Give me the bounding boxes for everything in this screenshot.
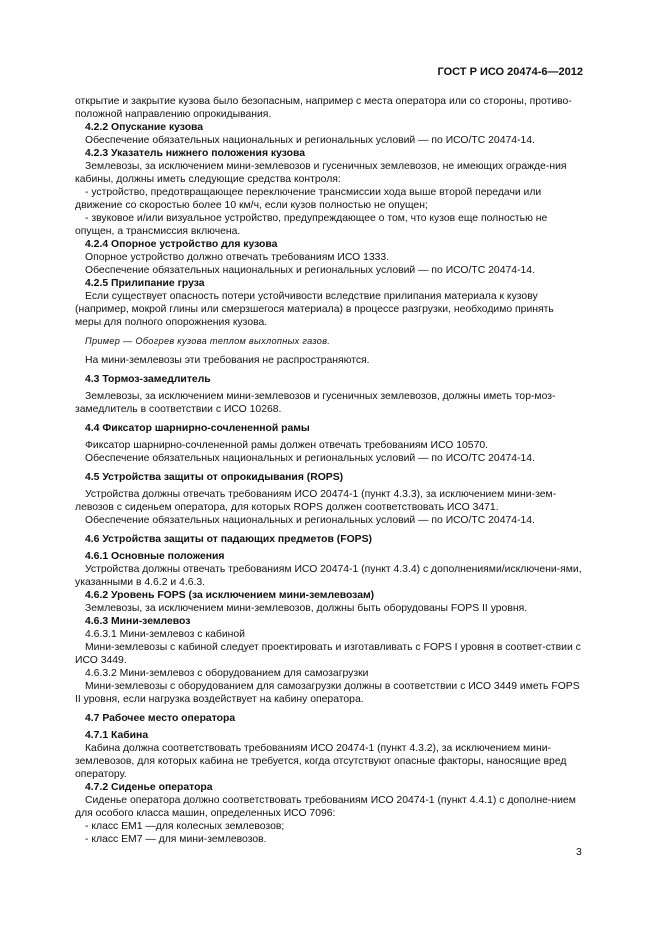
document-header: ГОСТ Р ИСО 20474-6—2012 <box>437 66 583 78</box>
section-heading-4-6-2: 4.6.2 Уровень FOPS (за исключением мини-землевозам) <box>85 590 375 601</box>
section-heading-4-7: 4.7 Рабочее место оператора <box>85 713 236 724</box>
paragraph: Обеспечение обязательных национальных и региональных условий — по ИСО/ТС 20474-14. <box>85 453 535 464</box>
section-heading-4-2-5: 4.2.5 Прилипание груза <box>85 278 205 289</box>
section-heading-4-2-4: 4.2.4 Опорное устройство для кузова <box>85 239 278 250</box>
paragraph: Фиксатор шарнирно-сочлененной рамы должен отвечать требованиям ИСО 10570. <box>85 440 489 451</box>
paragraph: Землевозы, за исключением мини-землевозов и гусеничных землевозов, не имеющих огражде-ния кабины, должны иметь следующие средства контроля: <box>75 161 567 185</box>
page-number: 3 <box>576 846 582 858</box>
section-heading-4-7-1: 4.7.1 Кабина <box>85 730 149 741</box>
section-heading-4-7-2: 4.7.2 Сиденье оператора <box>85 782 213 793</box>
paragraph: Мини-землевозы с оборудованием для самозагрузки должны в соответствии с ИСО 3449 иметь FOPS II уровня, если нагрузка воздействует на кабину оператора. <box>75 681 580 705</box>
list-item: - класс EM1 —для колесных землевозов; <box>85 821 285 832</box>
subsection-heading-4-6-3-2: 4.6.3.2 Мини-землевоз с оборудованием для самозагрузки <box>85 668 369 679</box>
list-item: - устройство, предотвращающее переключение трансмиссии хода выше второй передачи или движение со скоростью более 10 км/ч, если кузов полностью не опущен; <box>75 187 542 211</box>
paragraph: На мини-землевозы эти требования не распространяются. <box>85 355 370 366</box>
paragraph: Опорное устройство должно отвечать требованиям ИСО 1333. <box>85 252 390 263</box>
document-body <box>75 95 582 846</box>
list-item: - класс EM7 — для мини-землевозов. <box>85 834 267 845</box>
section-heading-4-6: 4.6 Устройства защиты от падающих предметов (FOPS) <box>85 534 372 545</box>
list-item: - звуковое и/или визуальное устройство, предупреждающее о том, что кузов еще полностью не опущен, а трансмиссия включена. <box>75 213 548 237</box>
paragraph: Если существует опасность потери устойчивости вследствие прилипания материала к кузову (например, мокрой глины или смерзшегося материала) в процессе разгрузки, необходимо принять меры для полного опорожнения кузова. <box>75 291 554 328</box>
section-heading-4-4: 4.4 Фиксатор шарнирно-сочлененной рамы <box>85 423 310 434</box>
paragraph: Обеспечение обязательных национальных и региональных условий — по ИСО/ТС 20474-14. <box>85 135 535 146</box>
paragraph: Устройства должны отвечать требованиям ИСО 20474-1 (пункт 4.3.3), за исключением мини-зем-левозов с сиденьем оператора, для которых ROPS должен соответствовать ИСО 3471. <box>75 489 557 513</box>
paragraph: Обеспечение обязательных национальных и региональных условий — по ИСО/ТС 20474-14. <box>85 265 535 276</box>
section-heading-4-6-3: 4.6.3 Мини-землевоз <box>85 616 191 627</box>
paragraph: Сиденье оператора должно соответствовать требованиям ИСО 20474-1 (пункт 4.4.1) с дополне-нием для особого класса машин, определенных ИСО 7096: <box>75 795 576 819</box>
paragraph: Мини-землевозы с кабиной следует проектировать и изготавливать с FOPS I уровня в соответ-ствии с ИСО 3449. <box>75 642 581 666</box>
paragraph: Устройства должны отвечать требованиям ИСО 20474-1 (пункт 4.3.4) с дополнениями/исключени-ями, указанными в 4.6.2 и 4.6.3. <box>75 564 582 588</box>
paragraph: Кабина должна соответствовать требованиям ИСО 20474-1 (пункт 4.3.2), за исключением мини-землевозов, для которых кабина не требуется, когда отсутствуют опасные факторы, наносящие вред оператору. <box>75 743 567 780</box>
section-heading-4-2-3: 4.2.3 Указатель нижнего положения кузова <box>85 148 306 159</box>
section-heading-4-2-2: 4.2.2 Опускание кузова <box>85 122 204 133</box>
paragraph: Землевозы, за исключением мини-землевозов, должны быть оборудованы FOPS II уровня. <box>85 603 528 614</box>
paragraph: открытие и закрытие кузова было безопасным, например с места оператора или со стороны, противо-положной направлению опрокидывания. <box>75 96 572 120</box>
section-heading-4-5: 4.5 Устройства защиты от опрокидывания (ROPS) <box>85 472 344 483</box>
section-heading-4-6-1: 4.6.1 Основные положения <box>85 551 225 562</box>
paragraph: Землевозы, за исключением мини-землевозов и гусеничных землевозов, должны иметь тор-моз-замедлитель в соответствии с ИСО 10268. <box>75 391 556 415</box>
section-heading-4-3: 4.3 Тормоз-замедлитель <box>85 374 211 385</box>
paragraph: Обеспечение обязательных национальных и региональных условий — по ИСО/ТС 20474-14. <box>85 515 535 526</box>
subsection-heading-4-6-3-1: 4.6.3.1 Мини-землевоз с кабиной <box>85 629 245 640</box>
example-note: Пример — Обогрев кузова теплом выхлопных газов. <box>85 336 331 346</box>
